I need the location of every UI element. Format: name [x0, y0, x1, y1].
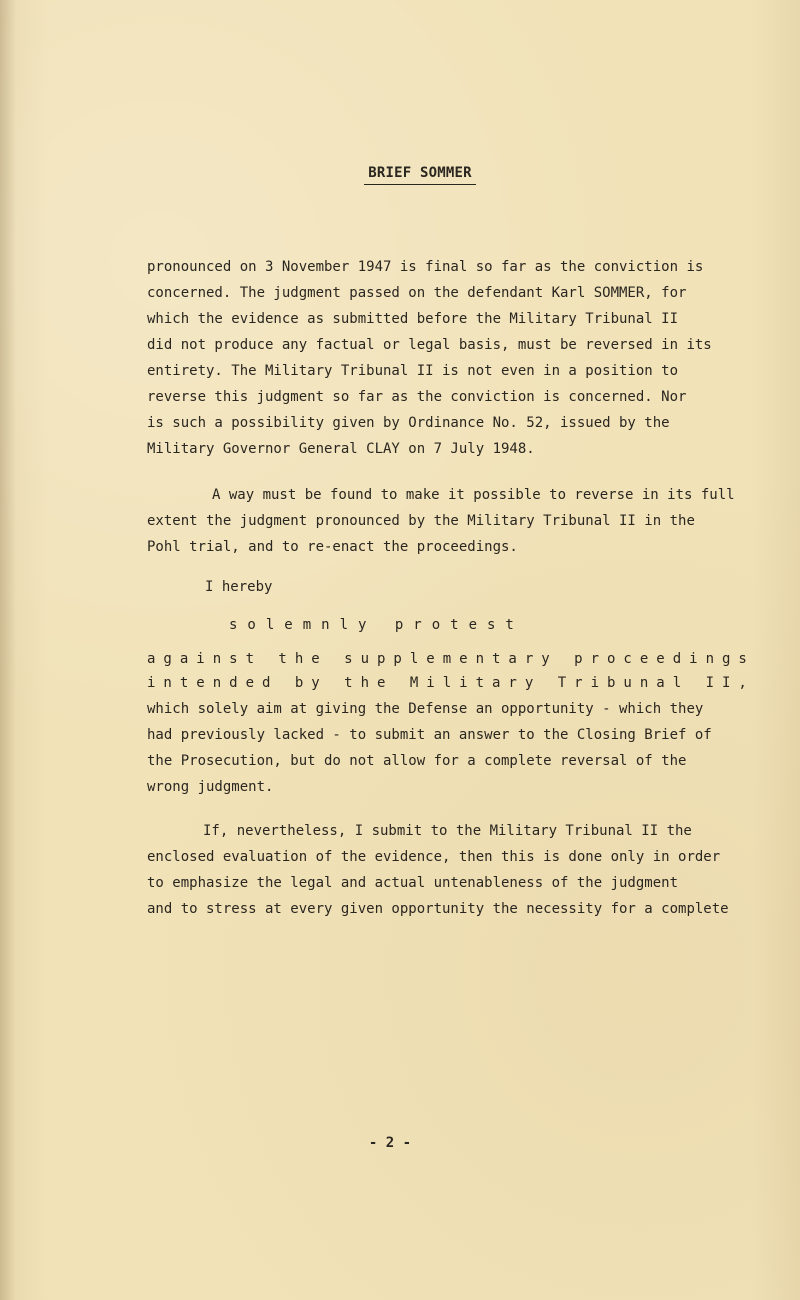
- body-line-21: enclosed evaluation of the evidence, then this is done only in order: [147, 849, 721, 865]
- body-line-16: which solely aim at giving the Defense an opportunity - which they: [147, 701, 704, 717]
- page-number: - 2 -: [368, 1135, 412, 1151]
- body-line-11: Pohl trial, and to re-enact the proceedings.: [147, 539, 518, 555]
- body-line-19: wrong judgment.: [147, 779, 274, 795]
- body-line-8: Military Governor General CLAY on 7 July 1948.: [147, 441, 535, 457]
- body-line-4: did not produce any factual or legal basis, must be reversed in its: [147, 337, 712, 353]
- body-line-6: reverse this judgment so far as the conviction is concerned. Nor: [147, 389, 687, 405]
- body-line-15: intended by the Military Tribunal II,: [147, 675, 755, 691]
- body-line-22: to emphasize the legal and actual untenableness of the judgment: [147, 875, 679, 891]
- body-line-3: which the evidence as submitted before the Military Tribunal II: [147, 311, 679, 327]
- page-heading-text: BRIEF SOMMER: [364, 164, 476, 185]
- body-line-14: against the supplementary proceedings: [147, 651, 755, 667]
- paper-edge-shadow: [0, 0, 16, 1300]
- body-line-5: entirety. The Military Tribunal II is not even in a position to: [147, 363, 679, 379]
- body-line-10: extent the judgment pronounced by the Military Tribunal II in the: [147, 513, 695, 529]
- body-line-23: and to stress at every given opportunity the necessity for a complete: [147, 901, 729, 917]
- body-line-13: solemnly protest: [229, 617, 524, 633]
- body-line-1: pronounced on 3 November 1947 is final so far as the conviction is: [147, 259, 704, 275]
- body-line-12: I hereby: [205, 579, 273, 595]
- body-line-9: A way must be found to make it possible to reverse in its full: [212, 487, 735, 503]
- body-line-7: is such a possibility given by Ordinance No. 52, issued by the: [147, 415, 670, 431]
- body-line-20: If, nevertheless, I submit to the Military Tribunal II the: [203, 823, 692, 839]
- body-line-17: had previously lacked - to submit an answer to the Closing Brief of: [147, 727, 712, 743]
- body-line-2: concerned. The judgment passed on the defendant Karl SOMMER, for: [147, 285, 687, 301]
- page-heading: [350, 160, 490, 190]
- body-line-18: the Prosecution, but do not allow for a complete reversal of the: [147, 753, 687, 769]
